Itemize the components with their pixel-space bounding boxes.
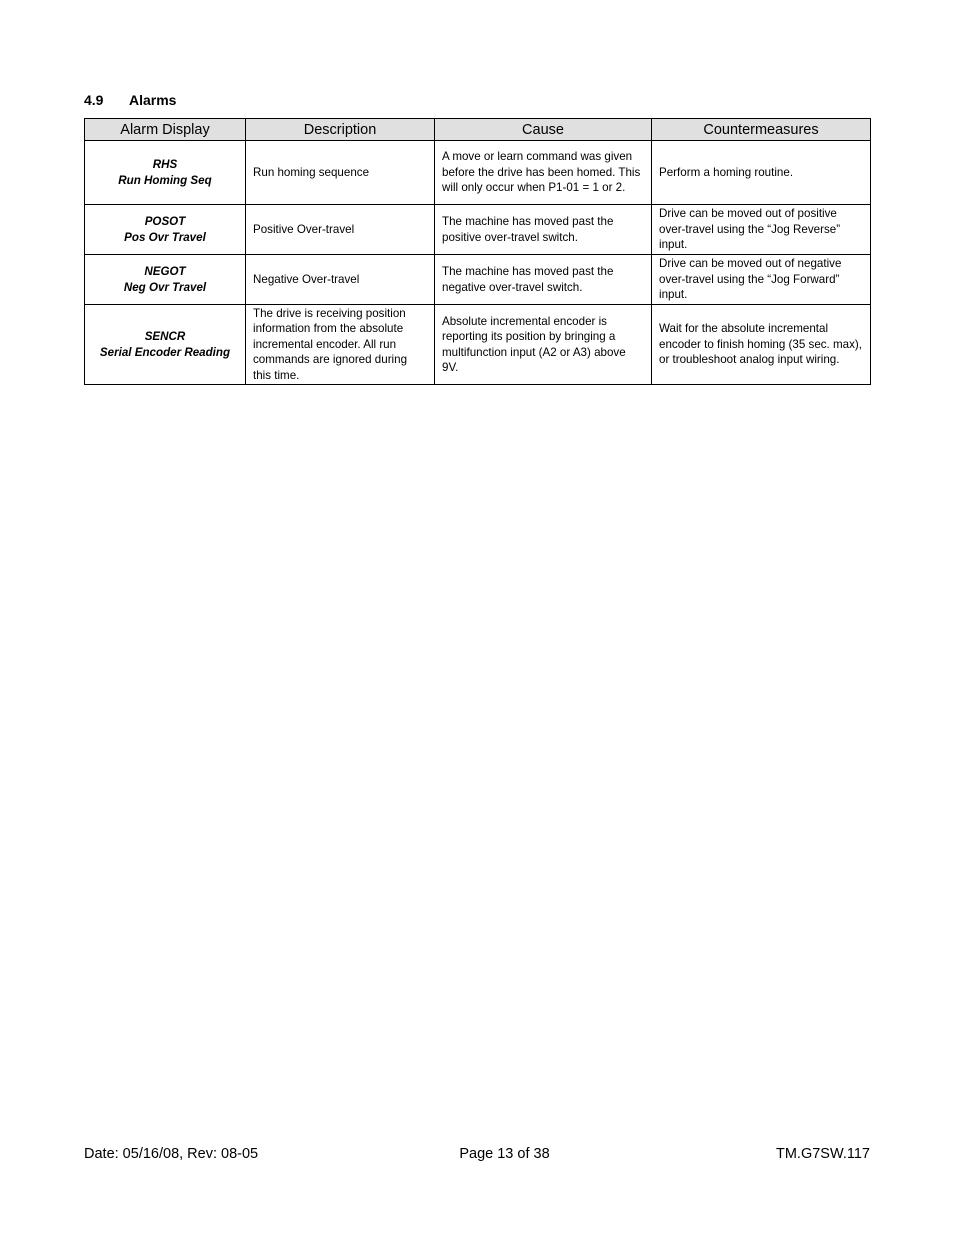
description-cell: Negative Over-travel: [246, 255, 435, 305]
alarm-display-cell: [85, 255, 246, 305]
alarm-display-cell: [85, 141, 246, 205]
alarms-table: [84, 118, 871, 385]
section-heading: [84, 92, 176, 108]
table-header-row: [85, 119, 871, 141]
description-cell: Positive Over-travel: [246, 205, 435, 255]
footer-page-number: Page 13 of 38: [459, 1146, 550, 1162]
header-cause: Cause: [435, 119, 652, 141]
alarm-name: Serial Encoder Reading: [99, 345, 231, 359]
alarm-code: NEGOT: [144, 265, 186, 279]
alarm-name: Neg Ovr Travel: [123, 280, 207, 294]
table-row: [85, 141, 871, 205]
table-row: [85, 205, 871, 255]
section-number: 4.9: [84, 92, 104, 108]
header-countermeasures: Countermeasures: [652, 119, 871, 141]
cause-cell: The machine has moved past the negative over-travel switch.: [435, 255, 652, 305]
table-row: [85, 255, 871, 305]
alarm-display-cell: [85, 305, 246, 385]
cause-cell: A move or learn command was given before the drive has been homed. This will only occur when P1-01 = 1 or 2.: [435, 141, 652, 205]
cause-cell: Absolute incremental encoder is reporting its position by bringing a multifunction input (A2 or A3) above 9V.: [435, 305, 652, 385]
header-description: Description: [246, 119, 435, 141]
alarm-code: SENCR: [144, 330, 186, 344]
header-alarm-display: Alarm Display: [85, 119, 246, 141]
alarm-code: RHS: [152, 158, 178, 172]
countermeasure-cell: Wait for the absolute incremental encoder to finish homing (35 sec. max), or troubleshoot analog input wiring.: [652, 305, 871, 385]
alarm-code: POSOT: [144, 215, 186, 229]
footer-doc-id: TM.G7SW.117: [775, 1146, 870, 1162]
alarm-name: Run Homing Seq: [118, 173, 212, 187]
section-title: Alarms: [129, 92, 177, 108]
countermeasure-cell: Drive can be moved out of negative over-travel using the “Jog Forward” input.: [652, 255, 871, 305]
table-row: [85, 305, 871, 385]
description-cell: Run homing sequence: [246, 141, 435, 205]
countermeasure-cell: Perform a homing routine.: [652, 141, 871, 205]
alarm-display-cell: [85, 205, 246, 255]
alarm-name: Pos Ovr Travel: [124, 230, 206, 244]
footer-date: Date: 05/16/08, Rev: 08-05: [84, 1146, 259, 1162]
description-cell: The drive is receiving position information from the absolute incremental encoder. All run commands are ignored during this time.: [246, 305, 435, 385]
cause-cell: The machine has moved past the positive over-travel switch.: [435, 205, 652, 255]
countermeasure-cell: Drive can be moved out of positive over-travel using the “Jog Reverse” input.: [652, 205, 871, 255]
